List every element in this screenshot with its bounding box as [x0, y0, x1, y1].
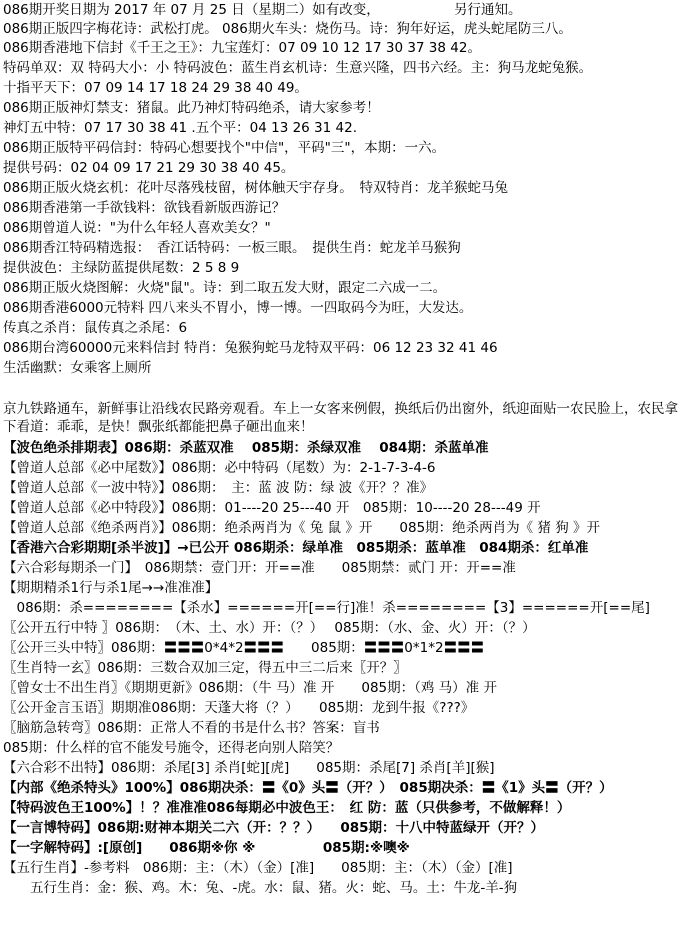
zeng-says-line: 086期曾道人说："为什么年轻人喜欢美女？" — [3, 220, 271, 236]
lamp-ban-line: 086期正版神灯禁支：猪鼠。此乃神灯特码绝杀，请大家参考！ — [3, 100, 380, 116]
kill-head-line: 【内部《绝杀特头》100%】086期决杀：〓《0》头〓（开？） 085期决杀：〓《1》头〓（开？） — [3, 780, 613, 796]
zodiac-mystery-line: 〖生肖特一玄〗086期：三数合双加三定，得五中三二后来〖开？〗 — [3, 660, 407, 676]
fire-diagram-line: 086期正版火烧图解：火烧"鼠"。诗：到二取五发大财，跟定二六成一二。 — [3, 280, 447, 296]
provided-numbers-line: 提供号码：02 04 09 17 21 29 30 38 40 45。 — [3, 160, 295, 176]
kill-half-wave-line: 【香港六合彩期期[杀半波]】→已公开 086期杀：绿单准 085期杀：蓝单准 084期杀：红单准 — [3, 540, 589, 556]
special-code-line: 特码单双：双 特码大小：小 特码波色：蓝生肖玄机诗：生意兴隆，四书六经。主：狗马龙蛇兔猴。 — [3, 60, 593, 76]
tail-number-line: 【曾道人总部《必中尾数》】086期：必中特码（尾数）为：2-1-7-3-4-6 — [3, 460, 436, 476]
kill-row-tail-line: 086期：杀========【杀水】======开[==行]准！杀========【3】======开[==尾] — [3, 600, 650, 616]
joke-paragraph: 京九铁路通车，新鲜事让沿线农民路旁观看。车上一女客来例假，换纸后仍出窗外，纸迎面贴一农民脸上，农民拿下看道：乖乖，是快！飘张纸都能把鼻子砸出血来！ — [3, 401, 678, 435]
five-zodiac-detail-line: 五行生肖：金：猴、鸡。木：兔、-虎。水：鼠、猪。火：蛇、马。土：牛龙-羊-狗 — [3, 880, 518, 896]
hk-river-line: 086期香江特码精选报： 香江话特码：一板三眼。 提供生肖：蛇龙羊马猴狗 — [3, 240, 461, 256]
hk-first-hand-line: 086期香港第一手欲钱料：欲钱看新版西游记？ — [3, 200, 286, 216]
five-elements-line: 〖公开五行中特 〗086期： （木、土、水）开：（？） 085期：（水、金、火）开：（？） — [3, 620, 536, 636]
fire-mystery-line: 086期正版火烧玄机：花叶尽落残枝留，树体触天宇存身。 特双特肖：龙羊猴蛇马兔 — [3, 180, 509, 196]
wave-kill-table-line: 【波色绝杀排期表】086期：杀蓝双准 085期：杀绿双准 084期：杀蓝单准 — [3, 440, 489, 456]
special-segment-line: 【曾道人总部《必中特段》】086期：01----20 25---40 开 085期：10----20 28---49 开 — [3, 500, 541, 516]
brain-teaser-085-line: 085期：什么样的官不能发号施令，还得老向别人陪笑？ — [3, 740, 340, 756]
one-char-line: 【一字解特码】:[原创] 086期※你 ※ 085期:※噢※ — [3, 840, 410, 856]
one-word-bet-line: 【一言博特码】086期:财神本期关二六（开：？？） 085期：十八中特蓝绿开（开？） — [3, 820, 545, 836]
wave-color-line: 提供波色：主绿防蓝提供尾数：2 5 8 9 — [3, 260, 240, 276]
brain-teaser-line: 〖脑筋急转弯〗086期：正常人不看的书是什么书？答案：盲书 — [3, 720, 380, 736]
golden-words-line: 〖公开金言玉语〗期期准086期：天蓬大将（？） 085期：龙到牛报《???》 — [3, 700, 475, 716]
not-special-line: 【六合彩不出特】086期：杀尾[3] 杀肖[蛇][虎] 085期：杀尾[7] 杀肖[羊][猴] — [3, 760, 495, 776]
wave-king-line: 【特码波色王100%】！？准准准086每期必中波色王： 红 防：蓝（只供参考，不做解释！） — [3, 800, 571, 816]
taiwan-line: 086期台湾60000元来料信封 特肖：兔猴狗蛇马龙特双平码：06 12 23 32 41 46 — [3, 340, 498, 356]
five-zodiac-line: 【五行生肖】-参考料 086期：主：（木）（金）[准] 085期：主：（木）（金）[准] — [3, 860, 513, 876]
kill-row-tail-title: 【期期精杀1行与杀1尾→→准准准】 — [3, 580, 219, 596]
kill-one-door-line: 【六合彩每期杀一门】 086期禁：壹门开：开==准 085期禁：贰门 开：开==准 — [3, 560, 516, 576]
lamp-five-line: 神灯五中特：07 17 30 38 41 .五个平：04 13 26 31 42. — [3, 120, 357, 136]
flat-envelope-line: 086期正版特平码信封：特码心想要找个"中信"，平码"三"，本期：一六。 — [3, 140, 446, 156]
ms-zeng-line: 〖曾女士不出生肖〗《期期更新》086期：（牛 马）准 开 085期：（鸡 马）准 开 — [3, 680, 497, 696]
envelope-line: 086期香港地下信封《千王之王》：九宝莲灯：07 09 10 12 17 30 37 38 42。 — [3, 40, 481, 56]
draw-date-line: 086期开奖日期为 2017 年 07 月 25 日（星期二）如有改变， 另行通知。 — [3, 2, 522, 18]
ten-fingers-line: 十指平天下：07 09 14 17 18 24 29 38 40 49。 — [3, 80, 308, 96]
kill-two-zodiac-line: 【曾道人总部《绝杀两肖》】086期：绝杀两肖为《 兔 鼠 》开 085期：绝杀两肖为《 猪 狗 》开 — [3, 520, 601, 536]
one-wave-line: 【曾道人总部《一波中特》】086期： 主：蓝 波 防：绿 波《开？？准》 — [3, 480, 434, 496]
plum-poem-line: 086期正版四字梅花诗：武松打虎。 086期火车头：烧伤马。诗：狗年好运，虎头蛇尾防三八。 — [3, 21, 572, 37]
fax-kill-line: 传真之杀肖：鼠传真之杀尾：6 — [3, 320, 188, 336]
three-heads-line: 〖公开三头中特〗086期：〓〓〓0*4*2〓〓〓 085期：〓〓〓0*1*2〓〓〓 — [3, 640, 485, 656]
hk-6000-line: 086期香港6000元特料 四八来头不胃小，博一博。一四取码今为旺，大发达。 — [3, 300, 473, 316]
humor-title-line: 生活幽默：女乘客上厕所 — [3, 360, 152, 376]
